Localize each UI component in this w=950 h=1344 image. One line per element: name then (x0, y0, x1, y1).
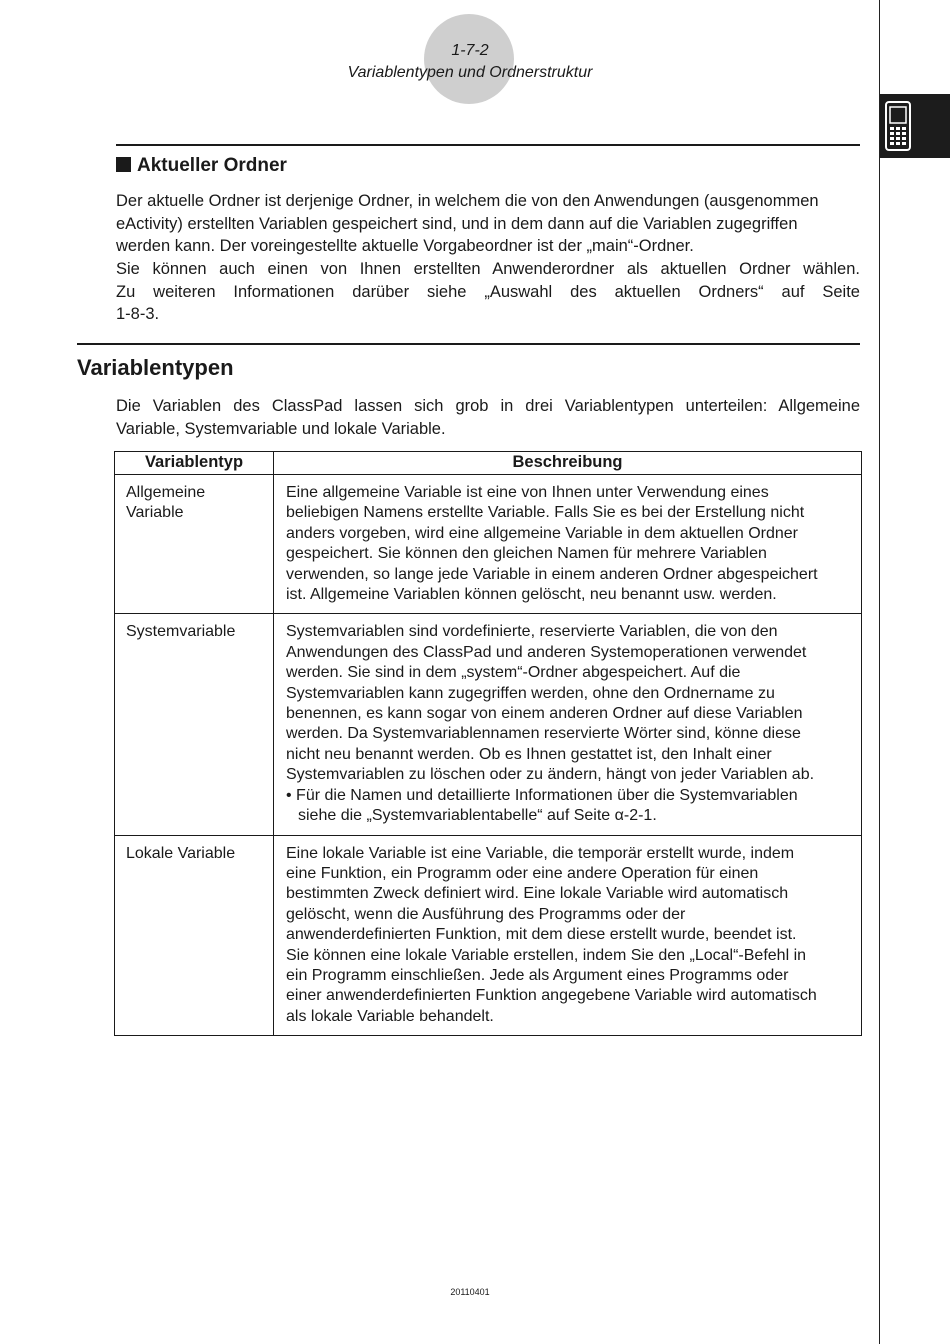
subsection-heading (116, 155, 287, 177)
desc-line: einer anwenderdefinierten Funktion angegebene Variable wird automatisch (286, 987, 817, 1005)
section-heading: Variablentypen (77, 355, 234, 380)
variable-types-intro (116, 395, 860, 440)
desc-line: Systemvariablen sind vordefinierte, reservierte Variablen, die von den (286, 623, 778, 641)
page-margin-rule (879, 0, 880, 1344)
column-header: Beschreibung (274, 452, 862, 475)
text-line: Variable, Systemvariable und lokale Variable. (116, 419, 446, 438)
current-folder-paragraph-1 (116, 190, 860, 258)
subsection-heading-text: Aktueller Ordner (137, 155, 287, 176)
desc-line: gespeichert. Sie können den gleichen Namen für mehrere Variablen (286, 545, 767, 563)
text-line: eActivity) erstellten Variablen gespeichert sind, und in dem dann auf die Variablen zugegriffen (116, 214, 798, 233)
desc-line: ist. Allgemeine Variablen können gelöscht, neu benannt usw. werden. (286, 586, 777, 604)
desc-line: gelöscht, wenn die Ausführung des Programms oder der (286, 905, 686, 923)
desc-line: werden. Sie sind in dem „system“-Ordner abgespeichert. Auf die (286, 664, 741, 682)
description-cell (274, 614, 862, 835)
desc-line: verwenden, so lange jede Variable in einem anderen Ordner abgespeichert (286, 565, 818, 583)
type-line: Variable (126, 504, 184, 522)
desc-line: nicht neu benannt werden. Ob es Ihnen gestattet ist, den Inhalt einer (286, 745, 772, 763)
text-line: Zu weiteren Informationen darüber siehe „Auswahl des aktuellen Ordners“ auf Seite (116, 282, 860, 301)
footer-code: 20110401 (450, 1287, 490, 1297)
desc-line: eine Funktion, ein Programm oder eine andere Operation für einen (286, 864, 759, 882)
type-line: Systemvariable (126, 623, 236, 641)
description-cell (274, 835, 862, 1036)
chapter-tab (880, 94, 950, 158)
subsection-divider (116, 144, 860, 146)
table-row (115, 475, 862, 614)
bullet-line: • Für die Namen und detaillierte Informationen über die Systemvariablen (286, 786, 798, 804)
text-line: Sie können auch einen von Ihnen erstellten Anwenderordner als aktuellen Ordner wählen. (116, 260, 860, 278)
page-number: 1-7-2 (451, 42, 489, 59)
text-line: Der aktuelle Ordner ist derjenige Ordner, in welchem die von den Anwendungen (ausgenommen (116, 192, 819, 210)
desc-line: Systemvariablen kann zugegriffen werden, ohne den Ordnername zu (286, 684, 775, 702)
table-header-row (115, 452, 862, 475)
desc-line: Sie können eine lokale Variable erstellen, indem Sie den „Local“-Befehl in (286, 946, 807, 964)
desc-line: Eine lokale Variable ist eine Variable, die temporär erstellt wurde, indem (286, 844, 795, 862)
type-line: Allgemeine (126, 484, 206, 501)
desc-line: bestimmten Zweck definiert wird. Eine lokale Variable wird automatisch (286, 885, 789, 903)
text-line: Die Variablen des ClassPad lassen sich grob in drei Variablentypen unterteilen: Allgemeine (116, 397, 860, 415)
current-folder-paragraph-2 (116, 258, 860, 326)
desc-line: als lokale Variable behandelt. (286, 1007, 494, 1025)
type-cell (115, 614, 274, 835)
page-title: Variablentypen und Ordnerstruktur (347, 64, 593, 81)
text-line: werden kann. Der voreingestellte aktuelle Vorgabeordner ist der „main“-Ordner. (116, 237, 694, 255)
column-header: Variablentyp (115, 452, 274, 475)
text-line: 1-8-3. (116, 305, 160, 323)
desc-line: Eine allgemeine Variable ist eine von Ihnen unter Verwendung eines (286, 484, 769, 501)
description-cell (274, 475, 862, 614)
type-cell (115, 475, 274, 614)
desc-line: beliebigen Namens erstellte Variable. Falls Sie es bei der Erstellung nicht (286, 504, 805, 522)
table-row (115, 835, 862, 1036)
desc-line: benennen, es kann sogar von einem anderen Ordner auf diese Variablen (286, 705, 803, 723)
variable-types-table (114, 451, 862, 1036)
calculator-icon (884, 100, 912, 152)
section-divider (77, 343, 860, 345)
desc-line: Anwendungen des ClassPad und anderen Systemoperationen verwendet (286, 643, 807, 661)
desc-line: werden. Da Systemvariablennamen reservierte Wörter sind, könne diese (286, 725, 801, 743)
table-row (115, 614, 862, 835)
desc-line: anwenderdefinierten Funktion, mit dem diese erstellt wurde, beendet ist. (286, 926, 797, 944)
desc-line: anders vorgeben, wird eine allgemeine Variable in dem aktuellen Ordner (286, 524, 798, 542)
desc-line: ein Programm einschließen. Jede als Argument eines Programms oder (286, 966, 789, 984)
bullet-line: siehe die „Systemvariablentabelle“ auf Seite α-2-1. (298, 807, 657, 825)
desc-line: Systemvariablen zu löschen oder zu ändern, hängt von jeder Variablen ab. (286, 766, 815, 784)
square-bullet-icon (116, 157, 131, 172)
type-cell (115, 835, 274, 1036)
type-line: Lokale Variable (126, 844, 236, 862)
